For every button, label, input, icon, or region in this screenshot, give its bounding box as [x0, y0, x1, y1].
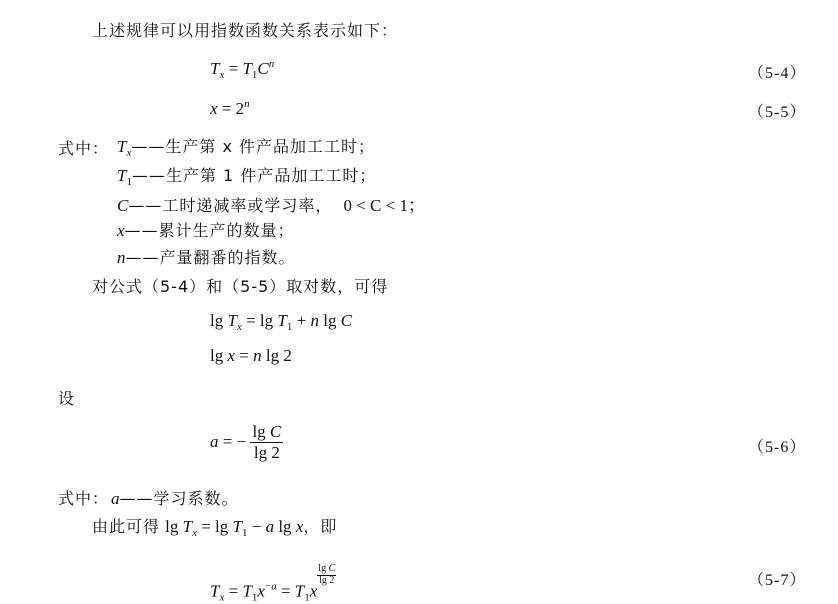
equation-5-6: a = − $\frac{\text{lg C}}{\lg 2}$ — [210, 422, 282, 463]
def-t1: $T_1——$生产第 1 件产品加工工时； — [117, 166, 377, 188]
eq-label-5-5: （5-5） — [748, 104, 807, 121]
eq-label-5-7: （5-7） — [748, 572, 807, 589]
log-equation-1: $\lg T_x = \lg T_1 + n$ lg C — [210, 311, 353, 333]
equation-5-4: $T_x = T_1C^n$ — [210, 58, 275, 81]
def-t1-text: ——生产第 1 件产品加工工时； — [131, 166, 377, 185]
thus-suffix: ，即 — [303, 517, 338, 536]
intro-text: 上述规律可以用指数函数关系表示如下： — [92, 21, 399, 40]
where-label: 式中： — [58, 139, 110, 158]
def-c-text: ——工时递减率或学习率， — [128, 196, 333, 215]
def-x: x——累计生产的数量； — [117, 221, 295, 240]
thus-line: 由此可得 $\lg T_x = \lg T_1 - a$ lg x，即 — [92, 517, 338, 539]
eq-label-5-4: （5-4） — [748, 65, 807, 82]
def-tx-text: ——生产第 x 件产品加工工时； — [131, 137, 376, 156]
def-n: n——产量翻番的指数。 — [117, 248, 296, 267]
def-c-range: 0 < C < 1； — [343, 196, 425, 215]
def-c: C——工时递减率或学习率， 0 < C < 1； — [117, 196, 425, 215]
def-n-text: ——产量翻番的指数。 — [125, 248, 296, 267]
equation-5-5: $x = 2^n$ — [210, 98, 250, 118]
thus-prefix: 由此可得 — [92, 517, 161, 536]
equation-5-7: $T_x = T_1x^{-a} = T_1x$ $\frac{\text{lg C}}{\lg 2}$ — [210, 563, 336, 604]
log-equation-2: lg x = n lg 2 — [210, 346, 292, 365]
def-tx: $T_x——$生产第 x 件产品加工工时； — [117, 137, 376, 159]
def-a: 式中： a——学习系数。 — [58, 489, 239, 508]
set-label: 设 — [58, 389, 76, 408]
log-intro-text: 对公式（5-4）和（5-5）取对数，可得 — [92, 277, 389, 296]
where-label-2: 式中： — [58, 489, 110, 508]
def-x-text: ——累计生产的数量； — [124, 221, 295, 240]
eq-label-5-6: （5-6） — [748, 439, 807, 456]
def-a-text: ——学习系数。 — [119, 489, 239, 508]
